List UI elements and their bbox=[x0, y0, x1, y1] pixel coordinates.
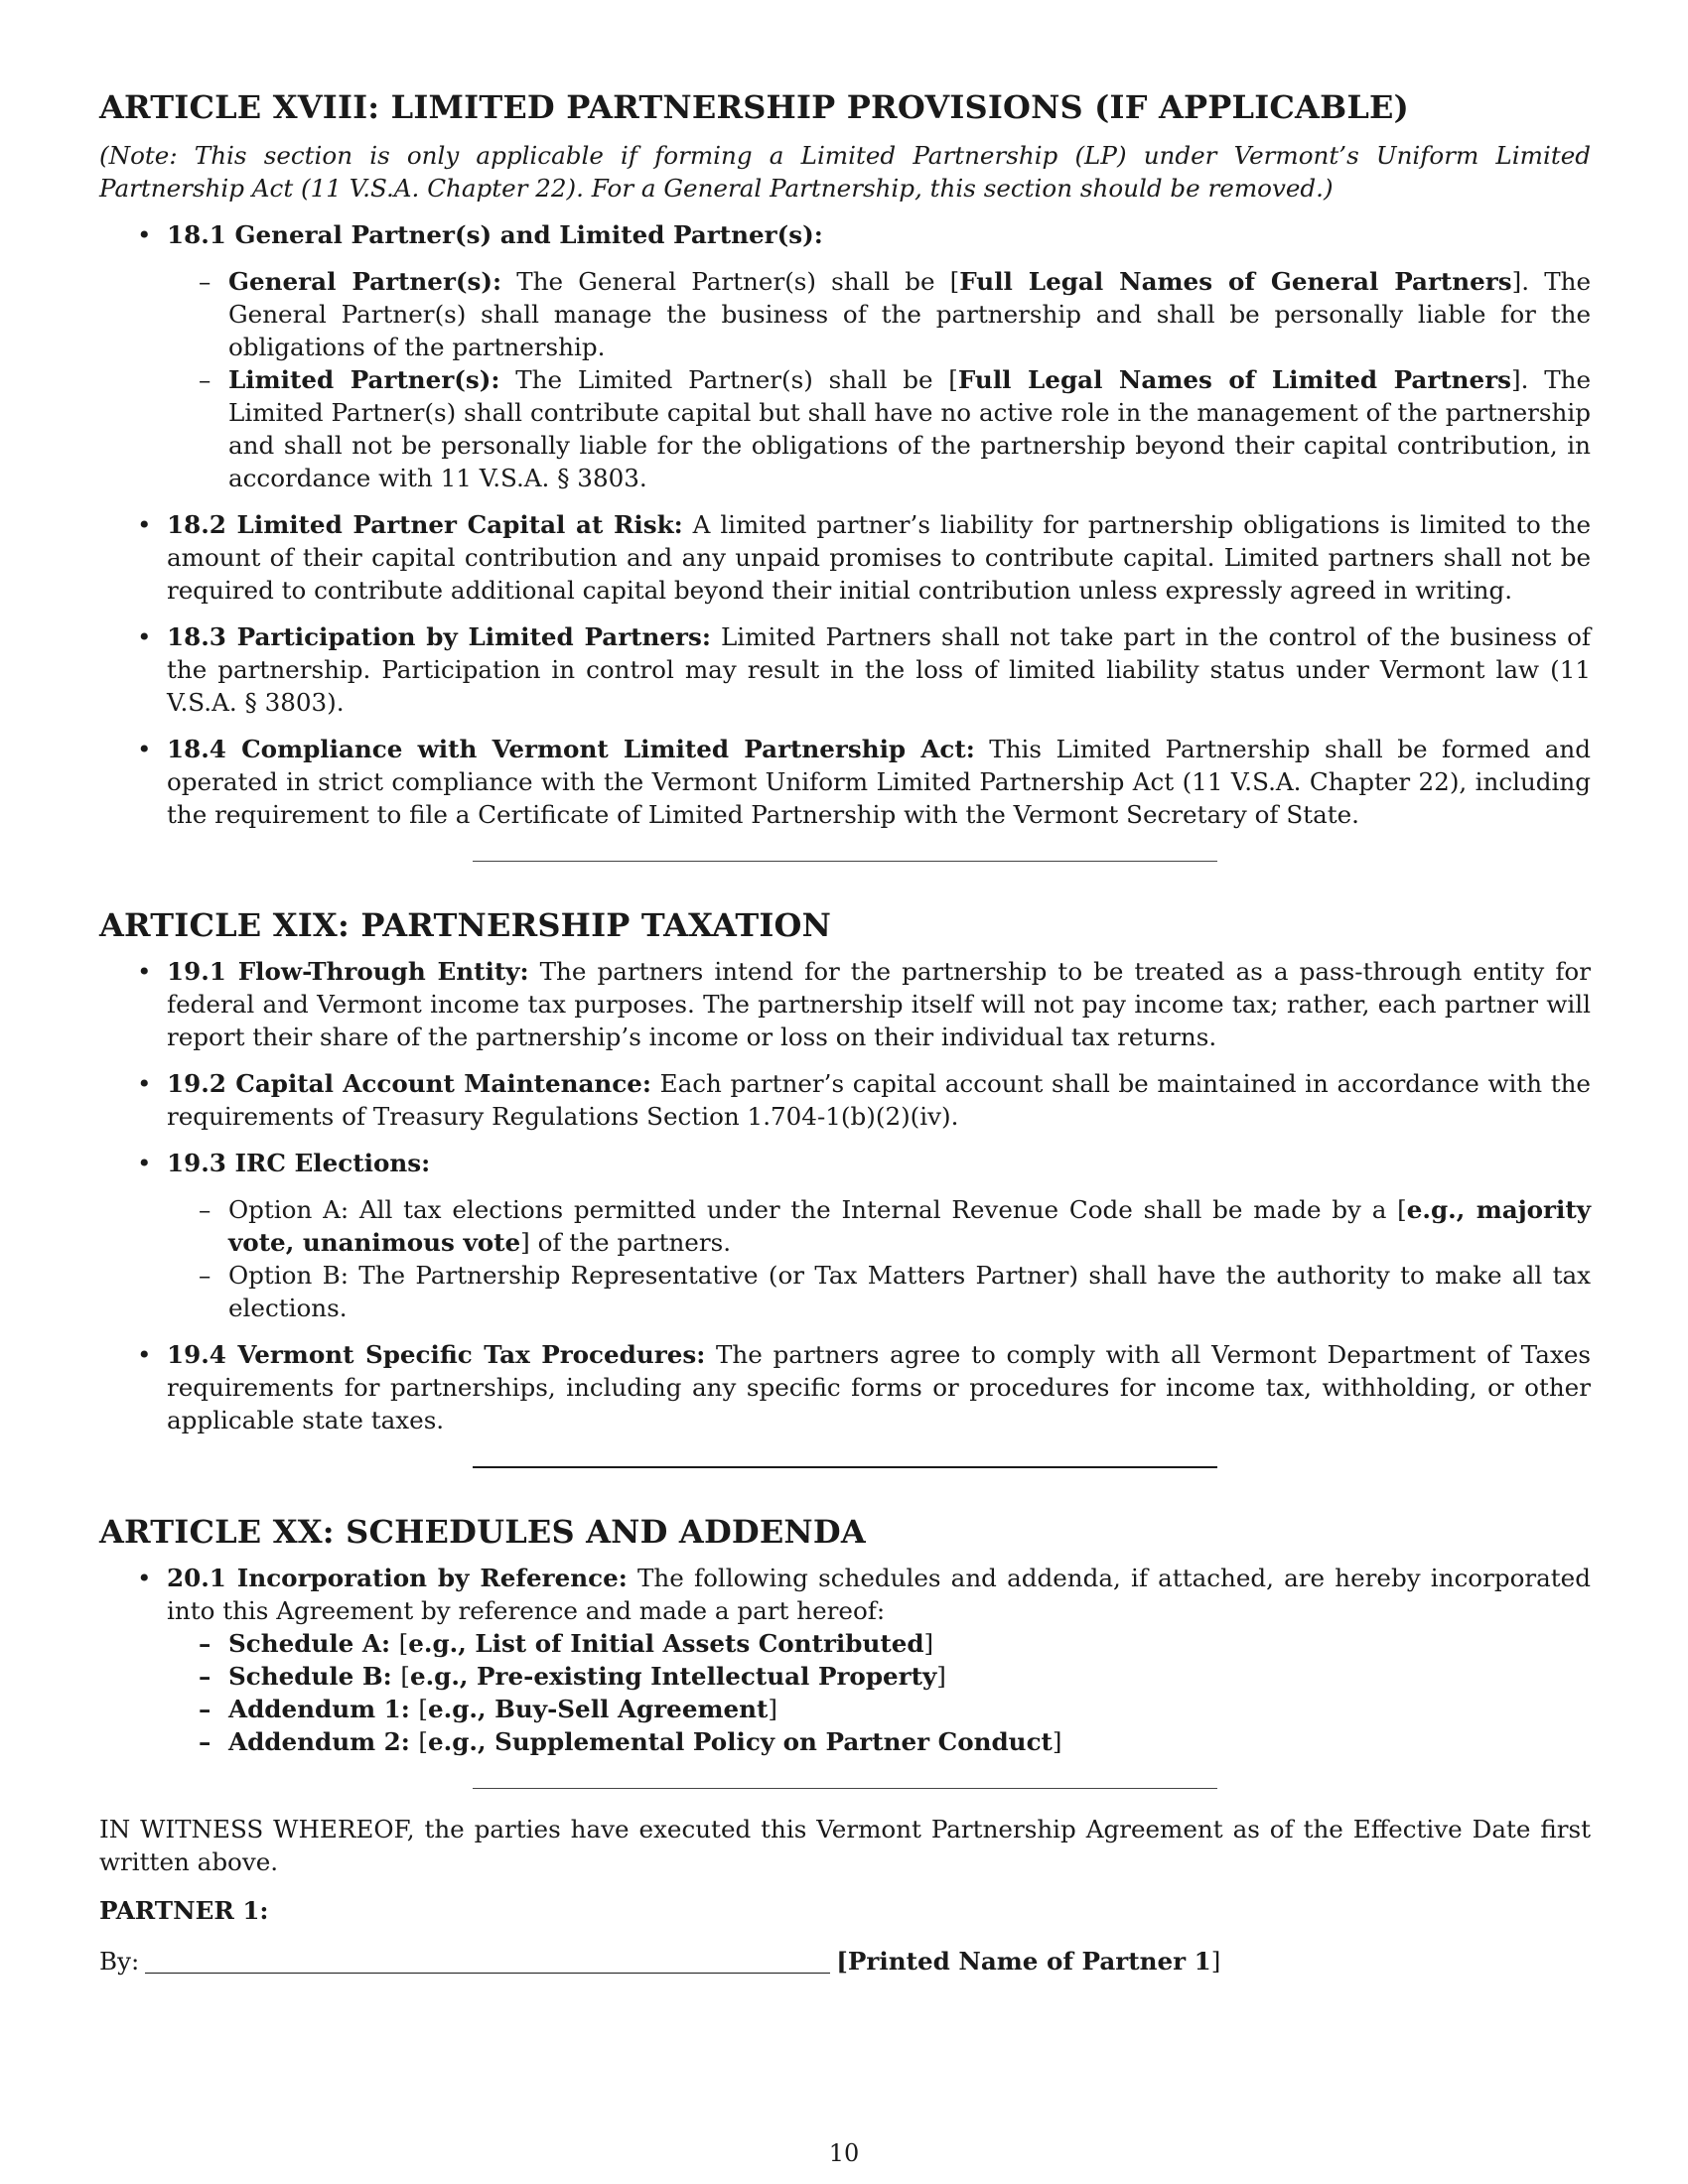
section-18-1 bbox=[99, 218, 1591, 494]
general-partner-item: – General Partner(s): The General Partner(s) shall be [Full Legal Names of General Partners]. The General Partner(s) shall manage the business of the partnership and shall be personally liable for the obligations of the partnership. bbox=[167, 265, 1591, 363]
schedule-a-item: – Schedule A: [e.g., List of Initial Assets Contributed] bbox=[167, 1627, 1591, 1660]
limited-partner-item: – Limited Partner(s): The Limited Partner(s) shall be [Full Legal Names of Limited Partners]. The Limited Partner(s) shall contribute capital but shall have no active role in the management of the partnership and shall not be personally liable for the obligations of the partnership beyond their capital contribution, in accordance with 11 V.S.A. § 3803. bbox=[167, 363, 1591, 494]
article-19-heading: ARTICLE XIX: PARTNERSHIP TAXATION bbox=[99, 906, 832, 944]
section-18-4 bbox=[99, 733, 1591, 831]
article-19-list bbox=[99, 955, 1591, 1436]
section-19-4-title: 19.4 Vermont Specific Tax Procedures: bbox=[167, 1340, 706, 1369]
article-18-note: (Note: This section is only applicable if forming a Limited Partnership (LP) under Vermont’s Uniform Limited Partnership Act (11 V.S.A. Chapter 22). For a General Partnership, this section should be removed.) bbox=[99, 141, 1591, 203]
section-19-3-title: 19.3 IRC Elections: bbox=[167, 1149, 431, 1177]
section-20-1 bbox=[99, 1562, 1591, 1758]
signature-line: By: [Printed Name of Partner 1] bbox=[99, 1947, 1221, 1976]
document-page bbox=[99, 87, 1591, 1978]
page-number: 10 bbox=[828, 2139, 860, 2167]
section-19-2-title: 19.2 Capital Account Maintenance: bbox=[167, 1069, 651, 1098]
article-18-list bbox=[99, 218, 1591, 831]
irc-options-list bbox=[167, 1193, 1591, 1324]
general-partner-label: General Partner(s): bbox=[228, 267, 502, 296]
section-19-1 bbox=[99, 955, 1591, 1053]
limited-partner-label: Limited Partner(s): bbox=[228, 365, 500, 394]
printed-name-placeholder: Printed Name of Partner 1 bbox=[847, 1947, 1211, 1976]
section-19-1-text: The partners intend for the partnership to be treated as a pass-through entity for federal and Vermont income tax purposes. The partnership itself will not pay income tax; rather, each partner will report their share of the partnership’s income or loss on their individual tax returns. bbox=[167, 957, 1591, 1051]
section-divider bbox=[473, 861, 1217, 862]
section-19-1-title: 19.1 Flow-Through Entity: bbox=[167, 957, 529, 986]
section-19-4 bbox=[99, 1338, 1591, 1436]
section-divider bbox=[473, 1788, 1217, 1789]
section-19-2 bbox=[99, 1067, 1591, 1133]
article-20-heading: ARTICLE XX: SCHEDULES AND ADDENDA bbox=[99, 1513, 866, 1551]
section-18-4-text: This Limited Partnership shall be formed and operated in strict compliance with the Vermont Uniform Limited Partnership Act (11 V.S.A. Chapter 22), including the requirement to file a Certificate of Limited Partnership with the Vermont Secretary of State. bbox=[167, 735, 1592, 829]
section-18-3 bbox=[99, 620, 1591, 719]
witness-clause: IN WITNESS WHEREOF, the parties have executed this Vermont Partnership Agreement as of the Effective Date first written above. bbox=[99, 1815, 1591, 1876]
section-18-1-title: 18.1 General Partner(s) and Limited Partner(s): bbox=[167, 220, 823, 249]
section-19-4-text: The partners agree to comply with all Vermont Department of Taxes requirements for partnerships, including any specific forms or procedures for income tax, withholding, or other applicable state taxes. bbox=[167, 1340, 1591, 1434]
option-a-placeholder: e.g., majority vote, unanimous vote bbox=[228, 1195, 1591, 1257]
article-20-list bbox=[99, 1562, 1591, 1758]
limited-partner-placeholder: Full Legal Names of Limited Partners bbox=[957, 365, 1512, 394]
schedules-list bbox=[167, 1627, 1591, 1758]
section-18-3-title: 18.3 Participation by Limited Partners: bbox=[167, 622, 711, 651]
section-18-2-title: 18.2 Limited Partner Capital at Risk: bbox=[167, 510, 683, 539]
schedule-b-item: – Schedule B: [e.g., Pre-existing Intellectual Property] bbox=[167, 1660, 1591, 1693]
section-20-1-text: The following schedules and addenda, if attached, are hereby incorporated into this Agreement by reference and made a part hereof: bbox=[167, 1564, 1591, 1625]
section-19-2-text: Each partner’s capital account shall be maintained in accordance with the requirements of Treasury Regulations Section 1.704-1(b)(2)(iv). bbox=[167, 1069, 1591, 1131]
by-label: By: bbox=[99, 1947, 140, 1976]
addendum-1-item: – Addendum 1: [e.g., Buy-Sell Agreement] bbox=[167, 1693, 1591, 1725]
partner-1-heading: PARTNER 1: bbox=[99, 1896, 269, 1925]
section-19-3 bbox=[99, 1147, 1591, 1324]
option-a-item: – Option A: All tax elections permitted under the Internal Revenue Code shall be made by a [e.g., majority vote, unanimous vote] of the partners. bbox=[167, 1193, 1591, 1259]
section-20-1-title: 20.1 Incorporation by Reference: bbox=[167, 1564, 628, 1592]
section-divider bbox=[473, 1466, 1217, 1468]
article-18-heading: ARTICLE XVIII: LIMITED PARTNERSHIP PROVISIONS (IF APPLICABLE) bbox=[99, 88, 1409, 126]
section-18-2 bbox=[99, 508, 1591, 607]
section-18-2-text: A limited partner’s liability for partnership obligations is limited to the amount of their capital contribution and any unpaid promises to contribute capital. Limited partners shall not be required to contribute additional capital beyond their initial contribution unless expressly agreed in writing. bbox=[167, 510, 1592, 605]
addendum-2-item: – Addendum 2: [e.g., Supplemental Policy on Partner Conduct] bbox=[167, 1725, 1591, 1758]
section-18-4-title: 18.4 Compliance with Vermont Limited Partnership Act: bbox=[167, 735, 975, 763]
option-b-item: – Option B: The Partnership Representative (or Tax Matters Partner) shall have the authority to make all tax elections. bbox=[167, 1259, 1591, 1324]
signature-blank[interactable] bbox=[145, 1947, 830, 1974]
partner-types-list bbox=[167, 265, 1591, 494]
general-partner-placeholder: Full Legal Names of General Partners bbox=[959, 267, 1512, 296]
section-18-3-text: Limited Partners shall not take part in the control of the business of the partnership. Participation in control may result in the loss of limited liability status under Vermont law (11 V.S.A. § 3803). bbox=[167, 622, 1591, 717]
